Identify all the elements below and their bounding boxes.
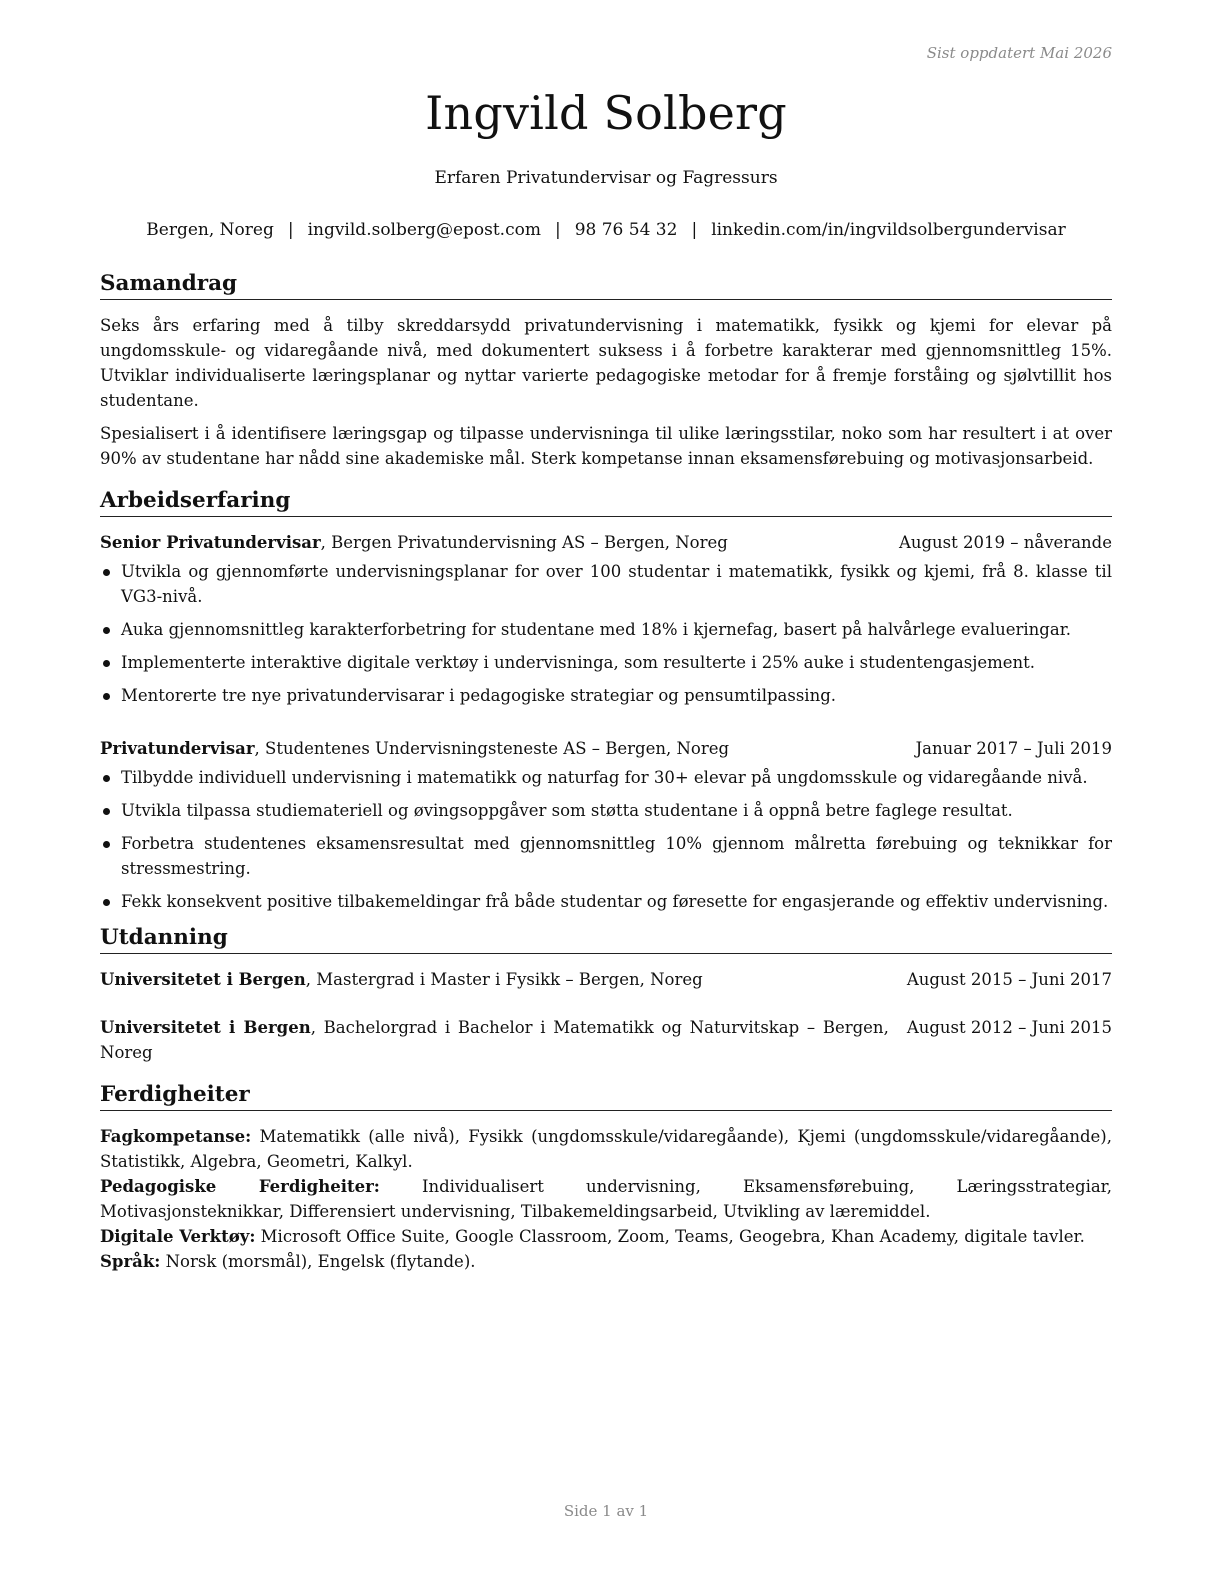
candidate-title: Erfaren Privatundervisar og Fagressurs [434,168,778,188]
skill-label: Digitale Verktøy: [100,1227,256,1246]
skill-line [100,1249,1112,1274]
skill-text: Norsk (morsmål), Engelsk (flytande). [160,1252,476,1271]
job-dates: August 2019 – nåverande [898,533,1112,552]
job-header [100,736,1112,761]
candidate-name: Ingvild Solberg [425,86,787,140]
skill-line [100,1124,1112,1174]
resume-page [100,0,1112,1584]
separator: | [691,220,698,240]
skill-line [100,1224,1112,1249]
job-organization: , Studentenes Undervisningsteneste AS – Bergen, Noreg [254,739,730,758]
skill-label: Pedagogiske Ferdigheiter: [100,1177,380,1196]
section-heading-summary: Samandrag [100,270,1112,300]
section-heading-skills: Ferdigheiter [100,1081,1112,1111]
skill-label: Fagkompetanse: [100,1127,252,1146]
bullet-item: Auka gjennomsnittleg karakterforbetring for studentane med 18% i kjernefag, basert på halvårlege evalueringar. [100,617,1112,642]
job-entry [100,736,1112,914]
bullet-item: Implementerte interaktive digitale verktøy i undervisninga, som resulterte i 25% auke i studentengasjement. [100,650,1112,675]
job-bullets [100,559,1112,708]
section-heading-experience: Arbeidserfaring [100,487,1112,517]
contact-location: Bergen, Noreg [146,220,274,240]
education-entry [100,1015,1112,1065]
skill-line [100,1174,1112,1224]
job-entry [100,530,1112,708]
last-updated: Sist oppdatert Mai 2026 [926,44,1112,62]
education-dates: August 2015 – Juni 2017 [906,970,1112,989]
bullet-item: Tilbydde individuell undervisning i matematikk og naturfag for 30+ elevar på ungdomsskule og vidaregåande nivå. [100,765,1112,790]
contact-line [100,220,1112,240]
contact-email[interactable]: ingvild.solberg@epost.com [307,220,541,240]
job-role: Privatundervisar [100,739,255,758]
bullet-item: Utvikla tilpassa studiemateriell og øvingsoppgåver som støtta studentane i å oppnå betre faglege resultat. [100,798,1112,823]
education-dates: August 2012 – Juni 2015 [906,1018,1112,1037]
skill-text: Matematikk (alle nivå), Fysikk (ungdomsskule/vidaregåande), Kjemi (ungdomsskule/vidaregåande), Statistikk, Algebra, Geometri, Kalkyl. [100,1127,1112,1171]
contact-linkedin[interactable]: linkedin.com/in/ingvildsolbergundervisar [711,220,1066,240]
job-bullets [100,765,1112,914]
bullet-item: Fekk konsekvent positive tilbakemeldingar frå både studentar og føresette for engasjerande og effektiv undervisning. [100,889,1112,914]
skill-text: Microsoft Office Suite, Google Classroom, Zoom, Teams, Geogebra, Khan Academy, digitale tavler. [255,1227,1085,1246]
bullet-item: Mentorerte tre nye privatundervisarar i pedagogiske strategiar og pensumtilpassing. [100,683,1112,708]
education-school: Universitetet i Bergen [100,1018,311,1037]
separator: | [554,220,561,240]
separator: | [287,220,294,240]
contact-phone: 98 76 54 32 [574,220,678,240]
summary-paragraph: Spesialisert i å identifisere læringsgap og tilpasse undervisninga til ulike læringsstilar, noko som har resultert i at over 90% av studentane har nådd sine akademiske mål. Sterk kompetanse innan eksamensførebuing og motivasjonsarbeid. [100,424,1112,468]
skill-label: Språk: [100,1252,161,1271]
skill-text: Individualisert undervisning, Eksamensførebuing, Læringsstrategiar, Motivasjonsteknikkar, Differensiert undervisning, Tilbakemeldingsarbeid, Utvikling av læremiddel. [100,1177,1112,1221]
resume-content [100,270,1112,1274]
section-heading-education: Utdanning [100,924,1112,954]
summary-paragraph: Seks års erfaring med å tilby skreddarsydd privatundervisning i matematikk, fysikk og kjemi for elevar på ungdomsskule- og vidaregåande nivå, med dokumentert suksess i å forbetre karakterar med gjennomsnittleg 15%. Utviklar individualiserte læringsplanar og nyttar varierte pedagogiske metodar for å fremje forståing og sjølvtillit hos studentane. [100,316,1112,410]
job-header [100,530,1112,555]
job-role: Senior Privatundervisar [100,533,321,552]
education-detail: , Mastergrad i Master i Fysikk – Bergen, Noreg [305,970,703,989]
bullet-item: Forbetra studentenes eksamensresultat med gjennomsnittleg 10% gjennom målretta førebuing og teknikkar for stressmestring. [100,831,1112,881]
education-school: Universitetet i Bergen [100,970,306,989]
page-number: Side 1 av 1 [563,1502,649,1520]
job-dates: Januar 2017 – Juli 2019 [915,739,1112,758]
education-detail: , Bachelorgrad i Bachelor i Matematikk og Naturvitskap – Bergen, Noreg [100,1018,889,1062]
job-organization: , Bergen Privatundervisning AS – Bergen, Noreg [320,533,728,552]
bullet-item: Utvikla og gjennomførte undervisningsplanar for over 100 studentar i matematikk, fysikk og kjemi, frå 8. klasse til VG3-nivå. [100,559,1112,609]
education-entry [100,967,1112,992]
